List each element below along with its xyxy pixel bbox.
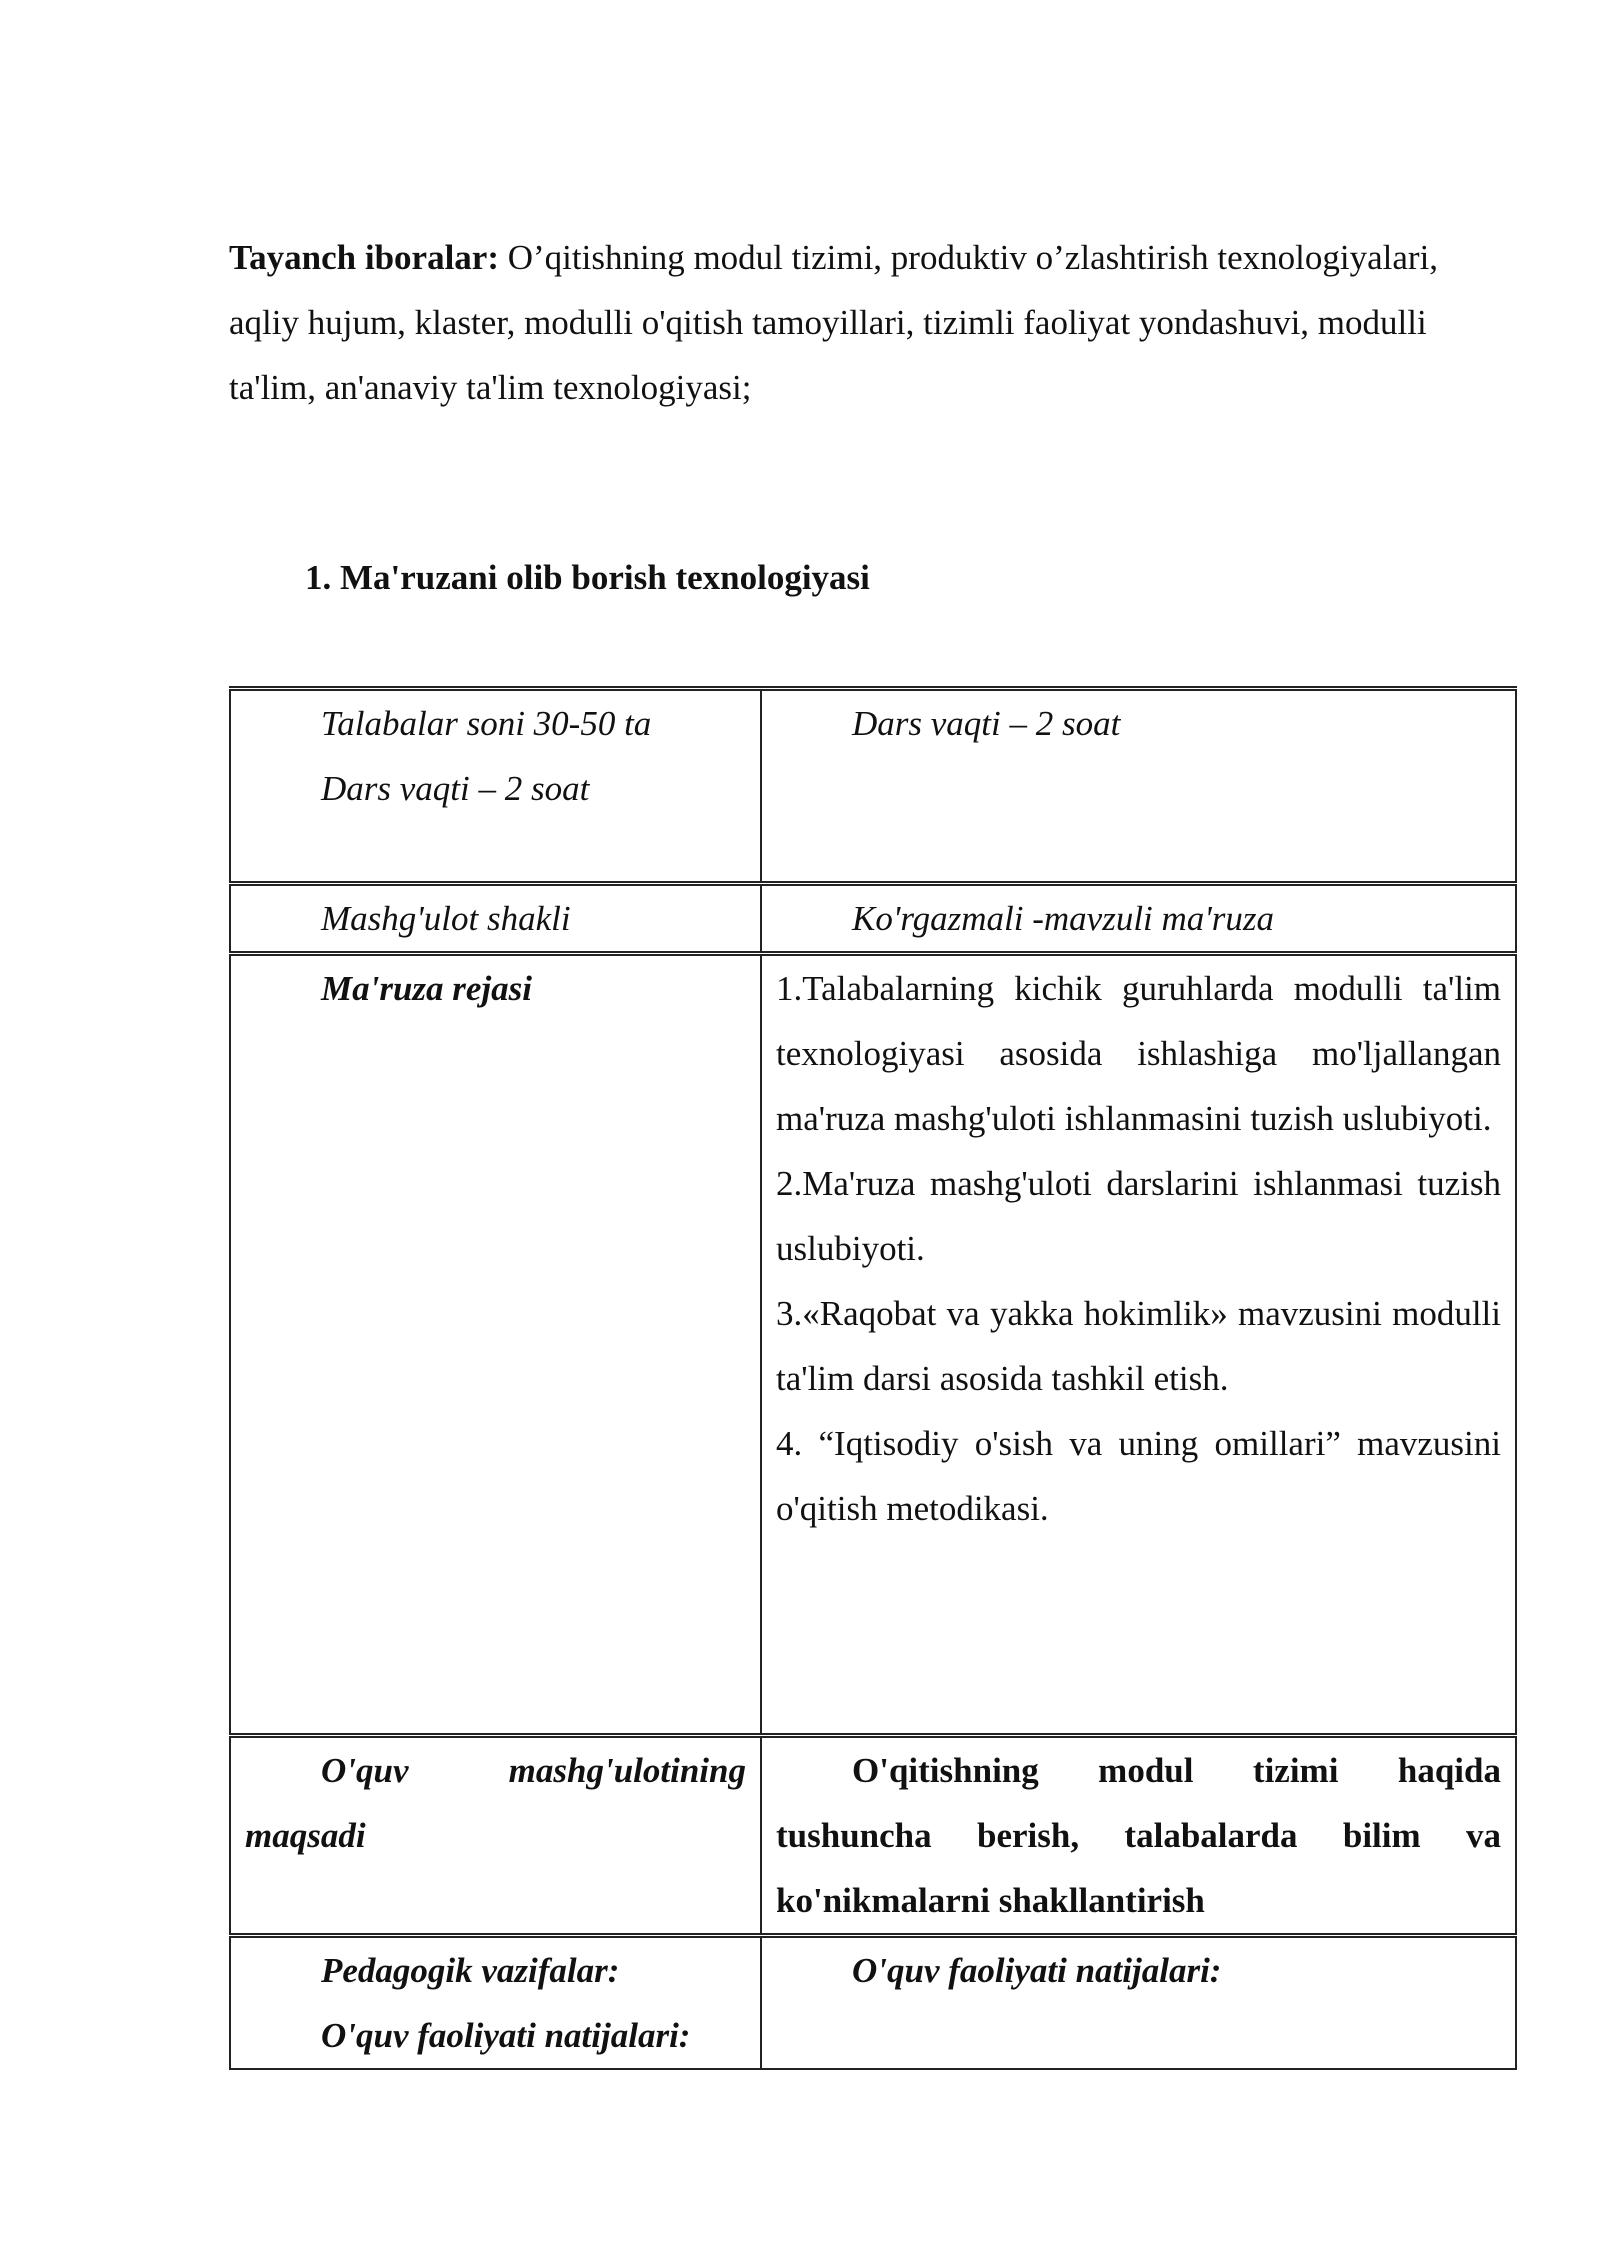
table-row-plan [230,954,1516,1736]
keywords-paragraph [229,225,1474,420]
plan-item: 3.«Raqobat va yakka hokimlik» mavzusini modulli ta'lim darsi asosida tashkil etish. [776,1294,1501,1398]
cell-form-right [761,884,1516,954]
cell-tasks-right [761,1936,1516,2070]
goal-label-line2: maqsadi [245,1816,366,1855]
table-row-form [230,884,1516,954]
lecture-plan-label: Ma'ruza rejasi [321,969,533,1008]
cell-form-left [230,884,761,954]
cell-students-right [761,689,1516,884]
students-count-text: Talabalar soni 30-50 ta [321,704,652,743]
plan-item: 4. “Iqtisodiy o'sish va uning omillari” mavzusini o'qitish metodikasi. [776,1424,1501,1528]
cell-goal-left [230,1736,761,1936]
lesson-time-text: Dars vaqti – 2 soat [321,769,590,808]
lecture-plan-table [229,686,1517,2070]
table-row-students [230,689,1516,884]
learning-results-right-label: O'quv faoliyati natijalari: [852,1951,1222,1990]
cell-goal-right [761,1736,1516,1936]
keywords-text: O’qitishning modul tizimi, produktiv o’zlashtirish texnologiyalari, aqliy hujum, klaster, modulli o'qitish tamoyillari, tizimli faoliyat yondashuvi, modulli ta'lim, an'anaviy ta'lim texnologiyasi; [229,238,1439,407]
lesson-form-label: Mashg'ulot shakli [321,899,571,938]
goal-label-word: O'quv [321,1751,409,1790]
cell-tasks-left [230,1936,761,2070]
section-title: 1. Ma'ruzani olib borish texnologiyasi [305,558,870,597]
plan-item: 1.Talabalarning kichik guruhlarda modulli ta'lim texnologiyasi asosida ishlashiga mo'ljallangan ma'ruza mashg'uloti ishlanmasini tuzish uslubiyoti. [776,969,1501,1138]
cell-plan-left [230,954,761,1736]
goal-label-word: mashg'ulotining [508,1751,746,1790]
plan-item: 2.Ma'ruza mashg'uloti darslarini ishlanmasi tuzish uslubiyoti. [776,1164,1501,1268]
keywords-label: Tayanch iboralar: [229,238,499,277]
goal-text: O'qitishning modul tizimi haqida tushuncha berish, talabalarda bilim va ko'nikmalarni shakllantirish [776,1751,1501,1920]
pedagogical-tasks-label: Pedagogik vazifalar: [321,1951,620,1990]
lesson-time-right-text: Dars vaqti – 2 soat [852,704,1121,743]
table-row-goal [230,1736,1516,1936]
goal-label-line1 [245,1738,746,1803]
cell-students-left [230,689,761,884]
table-row-tasks [230,1936,1516,2070]
learning-results-label: O'quv faoliyati natijalari: [321,2016,691,2055]
cell-plan-right [761,954,1516,1736]
lesson-form-value: Ko'rgazmali -mavzuli ma'ruza [852,899,1275,938]
